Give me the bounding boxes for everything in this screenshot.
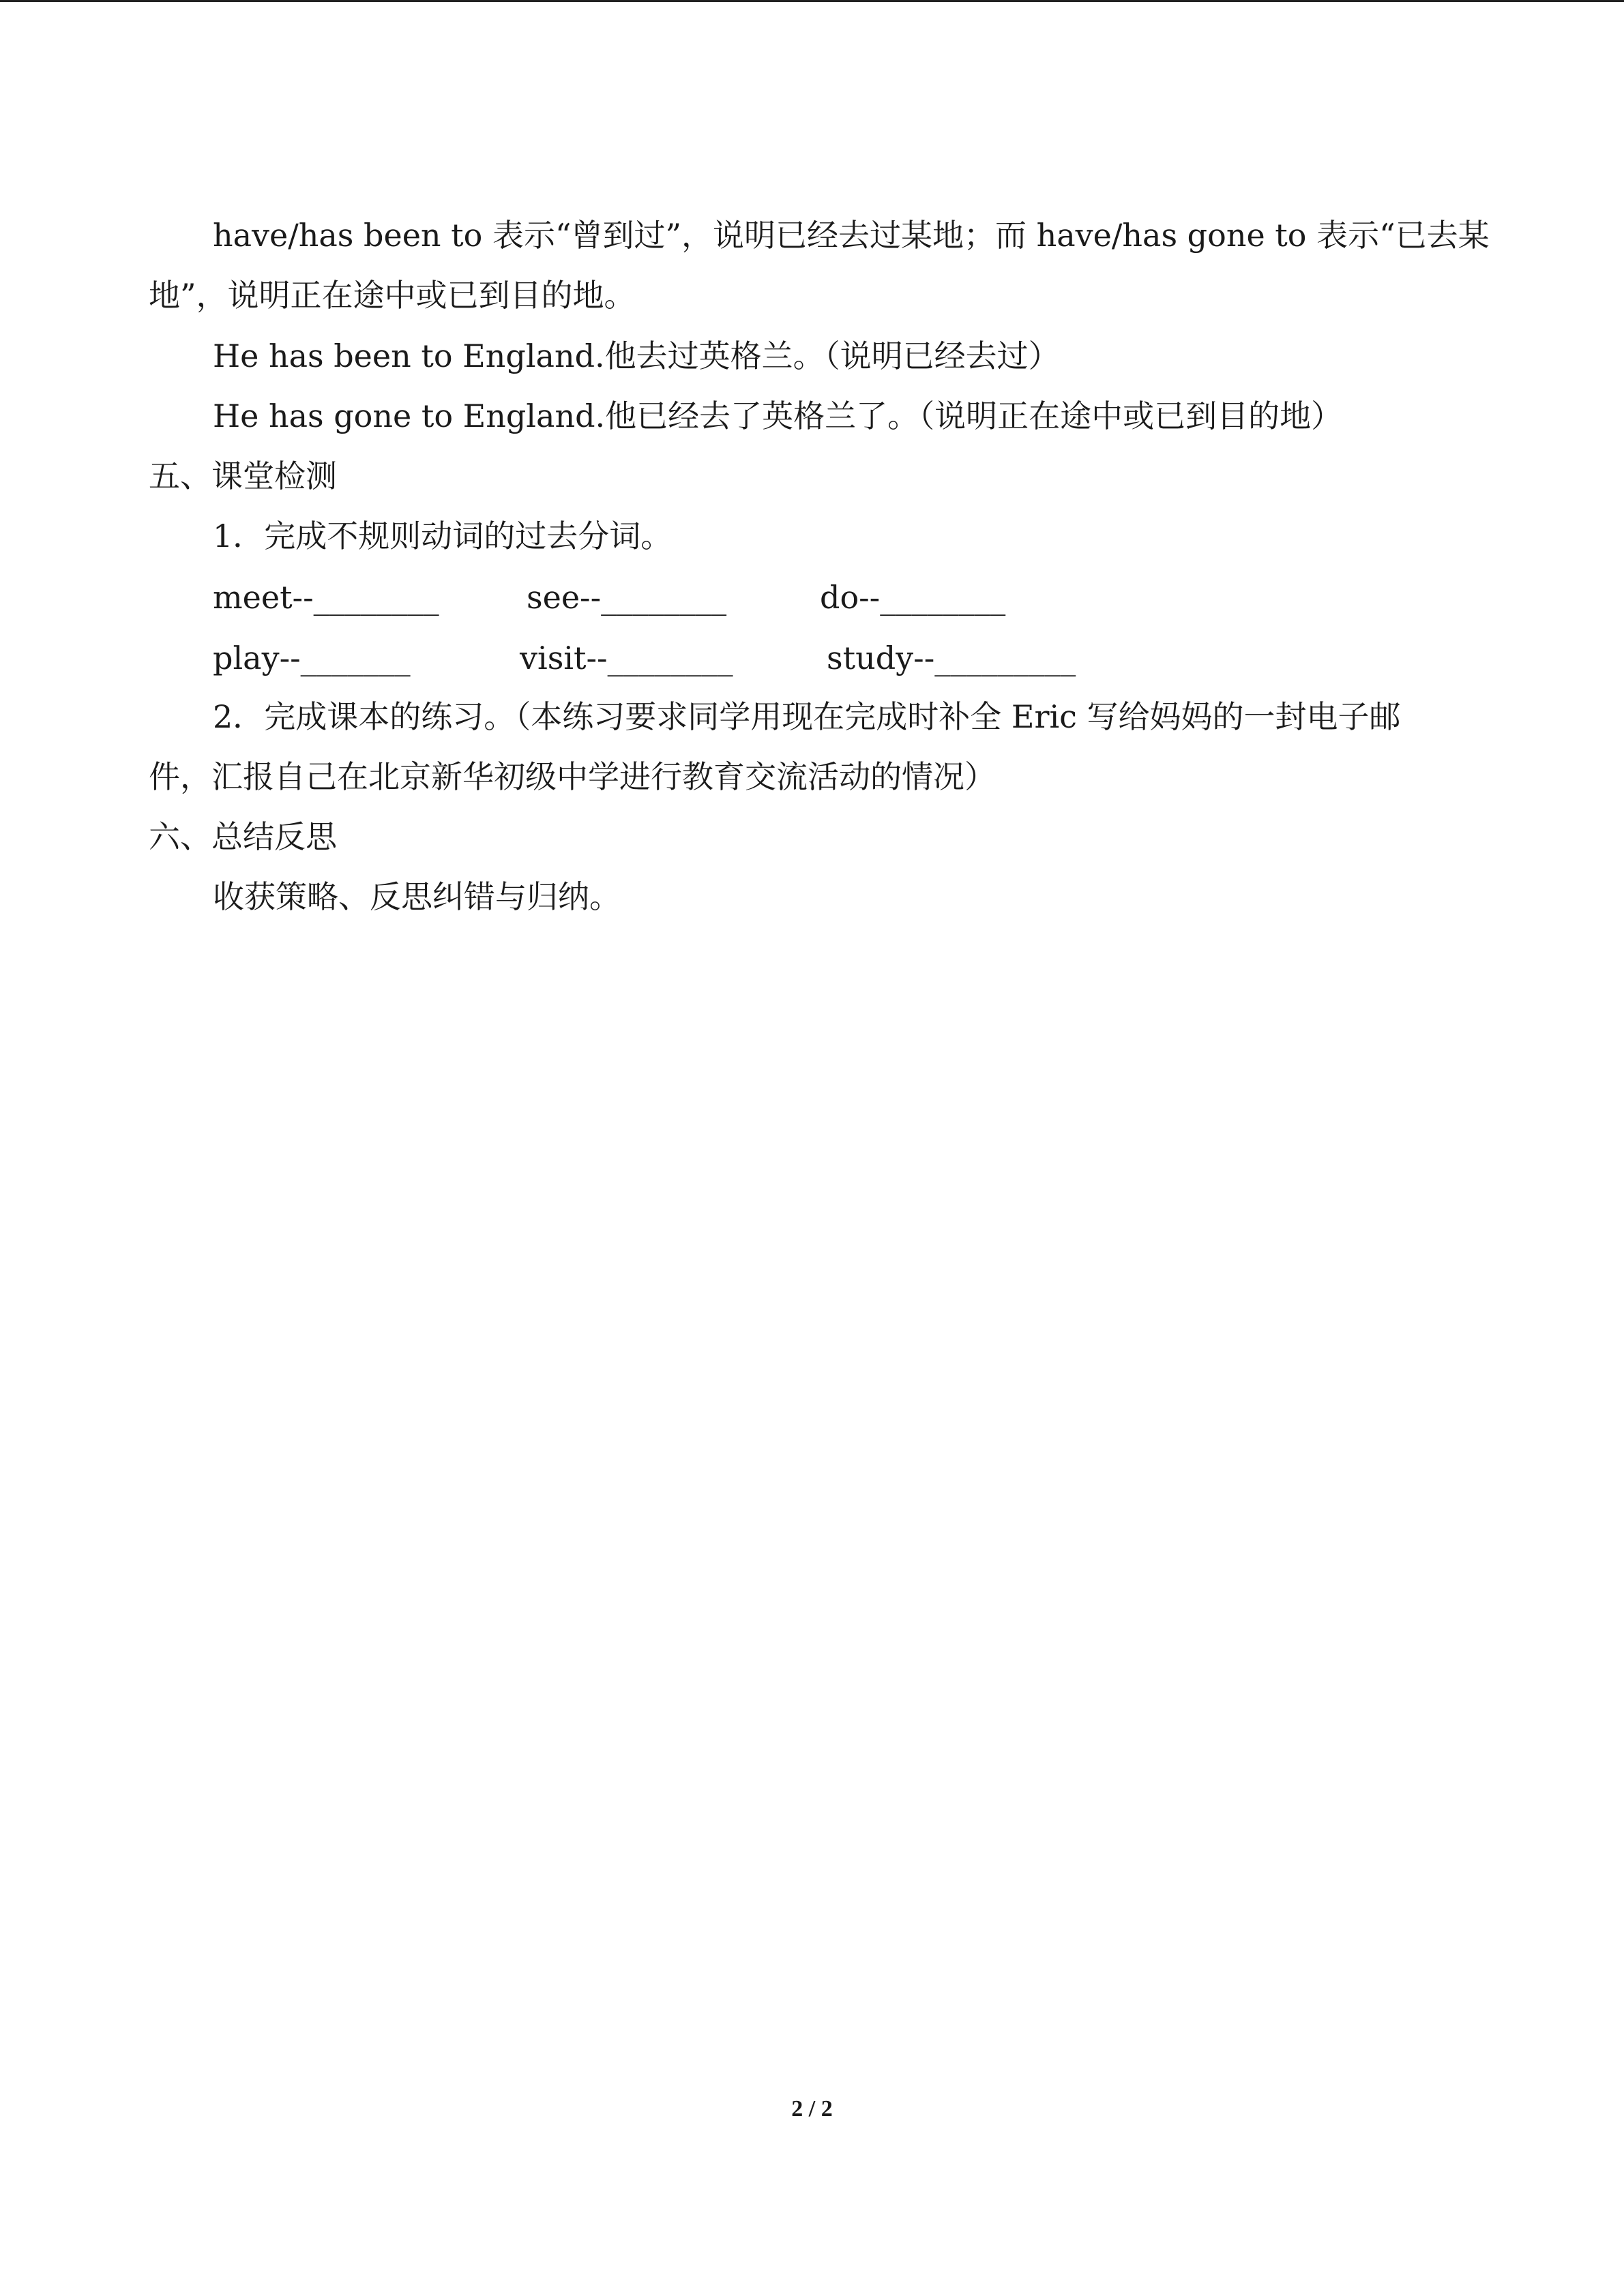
paragraph-line: 地”，说明正在途中或已到目的地。 [149, 277, 636, 314]
verb-blank: study--_________ [827, 640, 1076, 676]
verb-blank: see--________ [527, 579, 727, 616]
section-heading: 五、课堂检测 [149, 458, 337, 494]
verb-blank: do--________ [820, 579, 1006, 616]
task-item: 1．完成不规则动词的过去分词。 [213, 518, 673, 554]
verb-blank: play--_______ [213, 640, 411, 676]
summary-text: 收获策略、反思纠错与归纳。 [213, 878, 621, 915]
example-sentence: He has been to England.他去过英格兰。（说明已经去过） [213, 338, 1060, 374]
section-heading: 六、总结反思 [149, 818, 337, 855]
task-item-continuation: 件，汇报自己在北京新华初级中学进行教育交流活动的情况） [149, 758, 996, 795]
page-number: 2 / 2 [791, 2096, 833, 2121]
task-item: 2．完成课本的练习。（本练习要求同学用现在完成时补全 Eric 写给妈妈的一封电子邮 [213, 698, 1401, 735]
example-sentence: He has gone to England.他已经去了英格兰了。（说明正在途中或已到目的地） [213, 398, 1343, 434]
verb-blank: visit--________ [520, 640, 733, 676]
verb-blank: meet--________ [213, 579, 439, 616]
paragraph-line: have/has been to 表示“曾到过”，说明已经去过某地；而 have/has gone to 表示“已去某 [213, 217, 1490, 254]
